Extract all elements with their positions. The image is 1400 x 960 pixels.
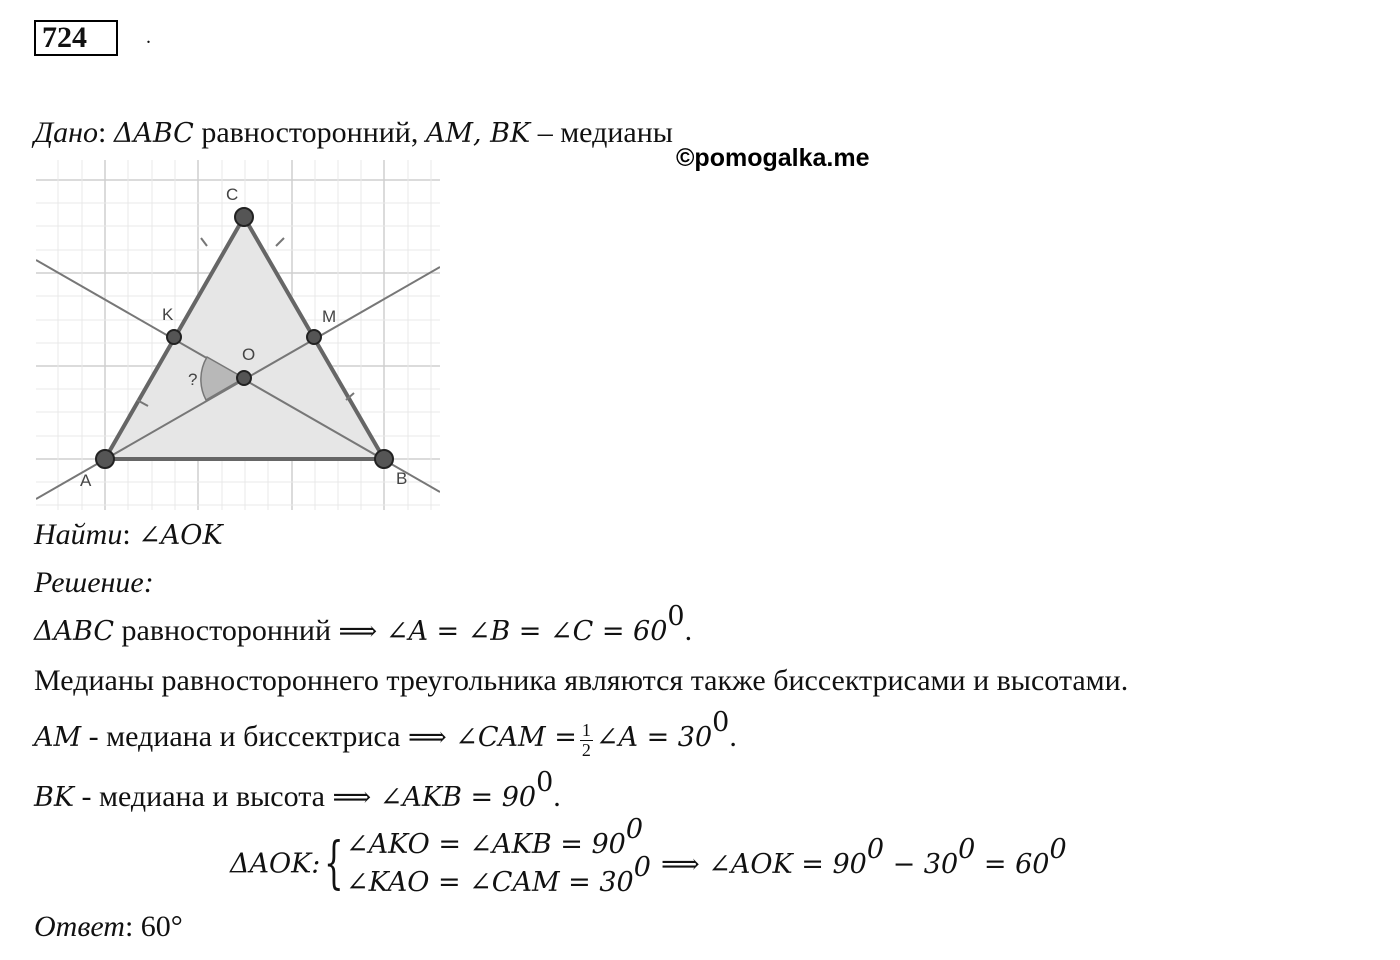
find-label: Найти: [34, 518, 123, 551]
given-text2: медианы: [560, 116, 673, 149]
triangle-abc: [105, 217, 384, 459]
system-equation: [230, 814, 1067, 902]
l3-fraction: $\frac{1}{2}$: [581, 719, 591, 760]
sys-tri: ΔAOK:: [230, 848, 321, 880]
point-c: [235, 208, 253, 226]
solution-label-line: Решение:: [34, 566, 154, 599]
l4-math: ⟹ ∠AKB = 90: [332, 782, 537, 813]
trailing-mark: .: [146, 26, 151, 48]
answer-line: Ответ: 60°: [34, 910, 183, 943]
l3-seg: AM: [34, 722, 82, 753]
angle-question: ?: [188, 370, 198, 389]
point-o: [237, 371, 251, 385]
label-m: M: [322, 307, 337, 326]
l1-text: равносторонний: [121, 614, 332, 647]
solution-line3: [34, 707, 737, 760]
given-medians: AM, BK: [425, 118, 531, 149]
label-k: K: [162, 305, 174, 324]
l4-text: - медиана и высота: [81, 780, 326, 813]
l3-sup: 0: [712, 707, 730, 739]
label-a: A: [80, 471, 92, 490]
label-c: C: [226, 185, 239, 204]
point-a: [96, 450, 114, 468]
answer-label: Ответ: [34, 910, 125, 943]
solution-line2: Медианы равностороннего треугольника являются также биссектрисами и высотами.: [34, 664, 1129, 697]
sys-brace: {: [324, 831, 345, 896]
sys-result: ⟹ ∠AOK = $90^0 - 30^0 = 60^0$: [660, 833, 1067, 880]
find-line: Найти: ∠AOK: [34, 518, 223, 551]
given-triangle: ΔABC: [113, 118, 194, 149]
l1-sup: 0: [667, 601, 685, 633]
solution-label: Решение: [34, 566, 144, 599]
given-dash: –: [537, 116, 553, 149]
l1-math: ⟹ ∠A = ∠B = ∠C = 60: [338, 616, 668, 647]
given-text1: равносторонний,: [201, 116, 419, 149]
l4-end: .: [553, 780, 561, 813]
point-k: [167, 330, 181, 344]
label-b: B: [396, 469, 408, 488]
watermark: ©pomogalka.me: [676, 144, 870, 172]
find-target: ∠AOK: [138, 520, 223, 551]
sys-row2: ∠KAO = ∠CAM = $30^0$: [346, 852, 651, 898]
l1-end: .: [684, 614, 693, 647]
triangle-figure: [36, 160, 440, 510]
l3-text: - медиана и биссектриса: [88, 720, 401, 753]
sys-rows: [346, 814, 651, 902]
given-label: Дано: [34, 116, 98, 149]
l1-tri: ΔABC: [34, 616, 114, 647]
given-line: Дано: ΔABC равносторонний, AM, BK – медианы: [34, 116, 673, 149]
l3-end: .: [729, 720, 737, 753]
point-b: [375, 450, 393, 468]
solution-line1: [34, 601, 693, 648]
l3-math: ⟹ ∠CAM =: [407, 722, 577, 753]
solution-line4: [34, 767, 561, 814]
answer-value: 60°: [140, 910, 183, 943]
l3-math2: ∠A = 30: [595, 722, 713, 753]
l4-seg: BK: [34, 782, 75, 813]
l4-sup: 0: [536, 767, 554, 799]
problem-number: 724: [34, 20, 118, 56]
sys-row1: ∠AKO = ∠AKB = $90^0$: [346, 814, 644, 860]
point-m: [307, 330, 321, 344]
label-o: O: [242, 345, 256, 364]
